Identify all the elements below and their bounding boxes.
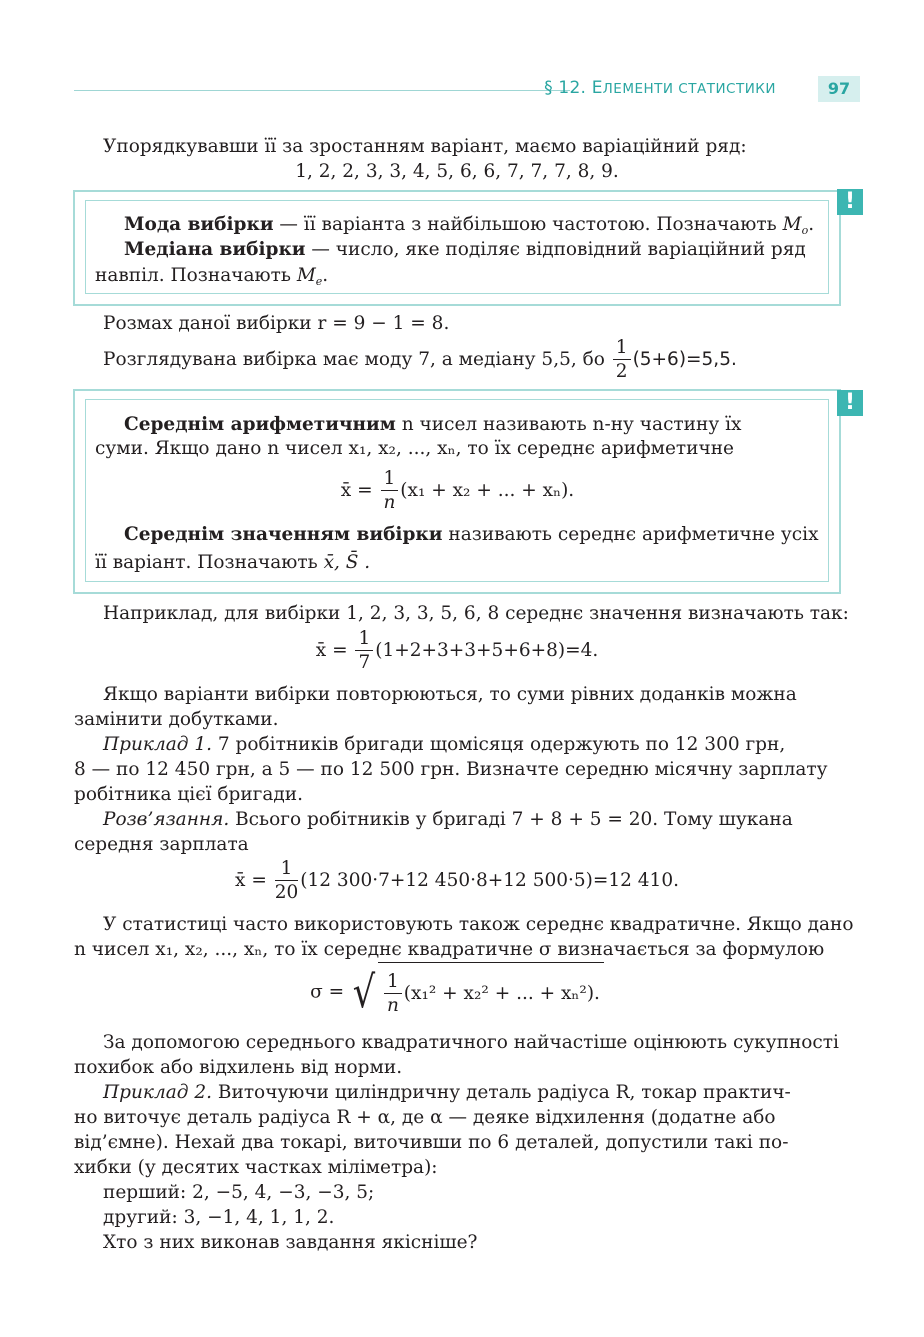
median-definition-line1: Медіана вибірки — число, яке поділяє відповідний варіаційний ряд	[124, 239, 806, 260]
page-number: 97	[818, 76, 860, 102]
arithmetic-mean-term: Середнім арифметичним	[124, 414, 396, 435]
important-icon: !	[837, 390, 863, 416]
sample-mean-definition: Середнім значенням вибірки називають середнє арифметичне усіх	[124, 524, 819, 545]
example2-label: Приклад 2.	[103, 1082, 213, 1103]
mode-median-sentence: Розглядувана вибірка має моду 7, а медіану 5,5, бо $\frac{1}{2}$ (5+6)=5,5.	[103, 336, 737, 382]
example2-line4: хибки (у десятих частках міліметра):	[74, 1157, 438, 1178]
sigma-formula: σ = √ $\frac{1}{n}$ (x₁² + x₂² + ... + xₙ²).	[74, 962, 840, 1023]
first-turner-errors: перший: 2, −5, 4, −3, −3, 5;	[103, 1182, 375, 1203]
solution-line1: Розв’язання. Всього робітників у бригаді 7 + 8 + 5 = 20. Тому шукана	[103, 809, 793, 830]
solution-line2: середня зарплата	[74, 834, 249, 855]
mode-term: Мода вибірки	[124, 214, 274, 235]
variation-series: 1, 2, 2, 3, 3, 4, 5, 6, 6, 7, 7, 7, 8, 9.	[295, 161, 619, 182]
help-paragraph-line1: За допомогою середнього квадратичного найчастіше оцінюють сукупності	[103, 1032, 839, 1053]
fraction-one-half: $\frac{1}{2}$	[613, 337, 631, 384]
sample-mean-notation: її варіант. Позначають x̄, S̄ .	[95, 552, 371, 573]
median-definition-line2: навпіл. Позначають $M_e$.	[95, 265, 329, 288]
example1-line3: робітника цієї бригади.	[74, 784, 304, 805]
help-paragraph-line2: похибок або відхилень від норми.	[74, 1057, 403, 1078]
quadratic-mean-line2: n чисел x₁, x₂, ..., xₙ, то їх середнє квадратичне σ визначається за формулою	[74, 939, 825, 960]
solution-label: Розв’язання.	[103, 809, 230, 830]
section-title: ЛЕМЕНТИ СТАТИСТИКИ	[602, 81, 776, 97]
second-turner-errors: другий: 3, −1, 4, 1, 1, 2.	[103, 1207, 335, 1228]
example2-line2: но виточує деталь радіуса R + α, де α — деяке відхилення (додатне або	[74, 1107, 776, 1128]
example1-line2: 8 — по 12 450 грн, а 5 — по 12 500 грн. Визначте середню місячну зарплату	[74, 759, 828, 780]
median-term: Медіана вибірки	[124, 239, 306, 260]
example-formula: x̄ = $\frac{1}{7}$ (1+2+3+3+5+6+8)=4.	[315, 627, 599, 673]
range-sentence: Розмах даної вибірки r = 9 − 1 = 8.	[103, 313, 450, 334]
example1-line1: Приклад 1. 7 робітників бригади щомісяця одержують по 12 300 грн,	[103, 734, 786, 755]
example2-line1: Приклад 2. Виточуючи циліндричну деталь радіуса R, токар практич-	[103, 1082, 791, 1103]
solution-formula: x̄ = $\frac{1}{20}$ (12 300·7+12 450·8+12 500·5)=12 410.	[235, 857, 679, 903]
question: Хто з них виконав завдання якісніше?	[103, 1232, 478, 1253]
section-number: § 12.	[544, 78, 587, 98]
square-root: √ $\frac{1}{n}$ (x₁² + x₂² + ... + xₙ²).	[350, 962, 604, 1023]
mean-formula: x̄ = $\frac{1}{n}$ (x₁ + x₂ + ... + xₙ).	[340, 467, 575, 513]
repeat-paragraph-line1: Якщо варіанти вибірки повторюються, то суми рівних доданків можна	[103, 684, 797, 705]
mean-definition-line1: Середнім арифметичним n чисел називають n-ну частину їх	[124, 414, 742, 435]
example2-line3: від’ємне). Нехай два токарі, виточивши по 6 деталей, допустили такі по-	[74, 1132, 789, 1153]
important-icon: !	[837, 189, 863, 215]
header-rule	[74, 90, 570, 91]
mean-definition-line2: суми. Якщо дано n чисел x₁, x₂, ..., xₙ, то їх середнє арифметичне	[95, 438, 734, 459]
mode-definition: Мода вибірки — її варіанта з найбільшою частотою. Позначають $M_o$.	[124, 214, 815, 237]
intro-paragraph: Упорядкувавши її за зростанням варіант, маємо варіаційний ряд:	[103, 136, 747, 157]
example-sentence: Наприклад, для вибірки 1, 2, 3, 3, 5, 6, 8 середнє значення визначають так:	[103, 603, 849, 624]
sample-mean-term: Середнім значенням вибірки	[124, 524, 443, 545]
example1-label: Приклад 1.	[103, 734, 213, 755]
running-header: § 12. ЕЛЕМЕНТИ СТАТИСТИКИ	[544, 78, 776, 98]
quadratic-mean-line1: У статистиці часто використовують також середнє квадратичне. Якщо дано	[103, 914, 854, 935]
repeat-paragraph-line2: замінити добутками.	[74, 709, 279, 730]
